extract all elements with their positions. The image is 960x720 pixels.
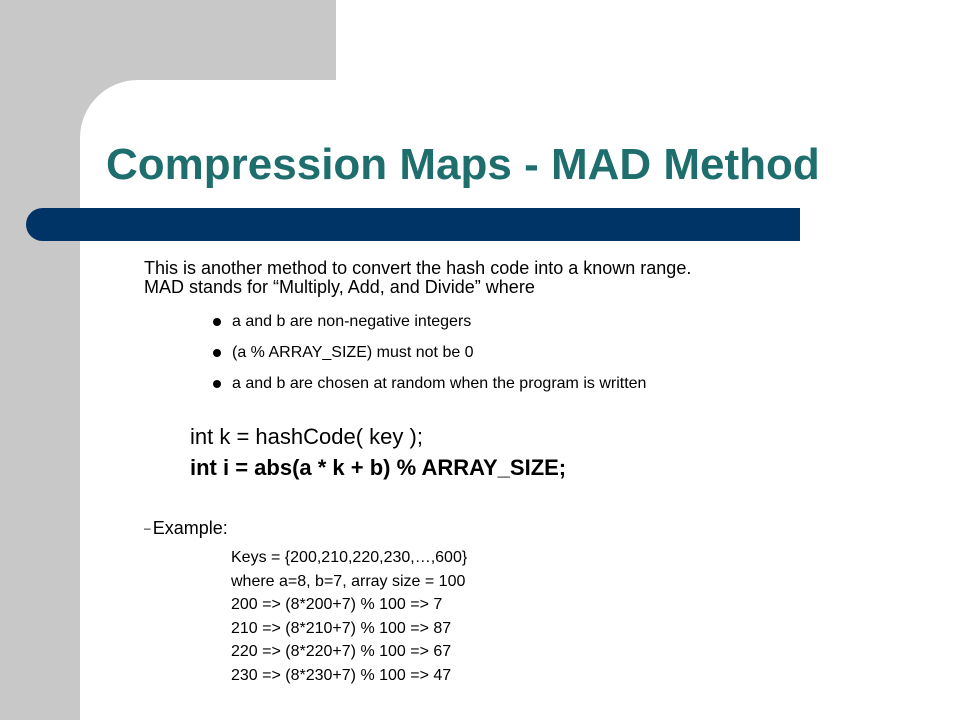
bullet-item	[212, 375, 646, 393]
example-heading	[144, 517, 228, 539]
example-line: 200 => (8*200+7) % 100 => 7	[231, 596, 443, 613]
intro-text	[144, 259, 904, 297]
bullet-dot-icon	[213, 380, 221, 388]
example-list	[231, 546, 467, 687]
intro-line-2: MAD stands for “Multiply, Add, and Divide” where	[144, 277, 535, 297]
example-line: 230 => (8*230+7) % 100 => 47	[231, 666, 452, 684]
title-underline-bar	[26, 208, 800, 241]
code-line-index: int i = abs(a * k + b) % ARRAY_SIZE;	[190, 455, 567, 480]
example-line: 220 => (8*220+7) % 100 => 67	[231, 643, 452, 660]
bullet-text: (a % ARRAY_SIZE) must not be 0	[232, 344, 474, 361]
intro-line-1: This is another method to convert the hash code into a known range.	[144, 258, 692, 278]
bullet-text: a and b are non-negative integers	[232, 313, 472, 330]
example-line: 210 => (8*210+7) % 100 => 87	[231, 619, 452, 637]
bullet-dot-icon	[213, 349, 221, 357]
example-dash: –	[144, 521, 151, 535]
example-label: Example:	[152, 518, 228, 538]
slide-title: Compression Maps - MAD Method	[106, 140, 820, 189]
bullet-item	[212, 344, 646, 362]
bullet-text: a and b are chosen at random when the program is written	[232, 375, 647, 392]
bullet-dot-icon	[213, 318, 221, 326]
example-line: Keys = {200,210,220,230,…,600}	[231, 549, 468, 566]
code-line-hashcode: int k = hashCode( key );	[190, 424, 423, 449]
example-line: where a=8, b=7, array size = 100	[231, 572, 466, 590]
bullet-item	[212, 313, 646, 331]
bullet-list	[212, 313, 646, 406]
